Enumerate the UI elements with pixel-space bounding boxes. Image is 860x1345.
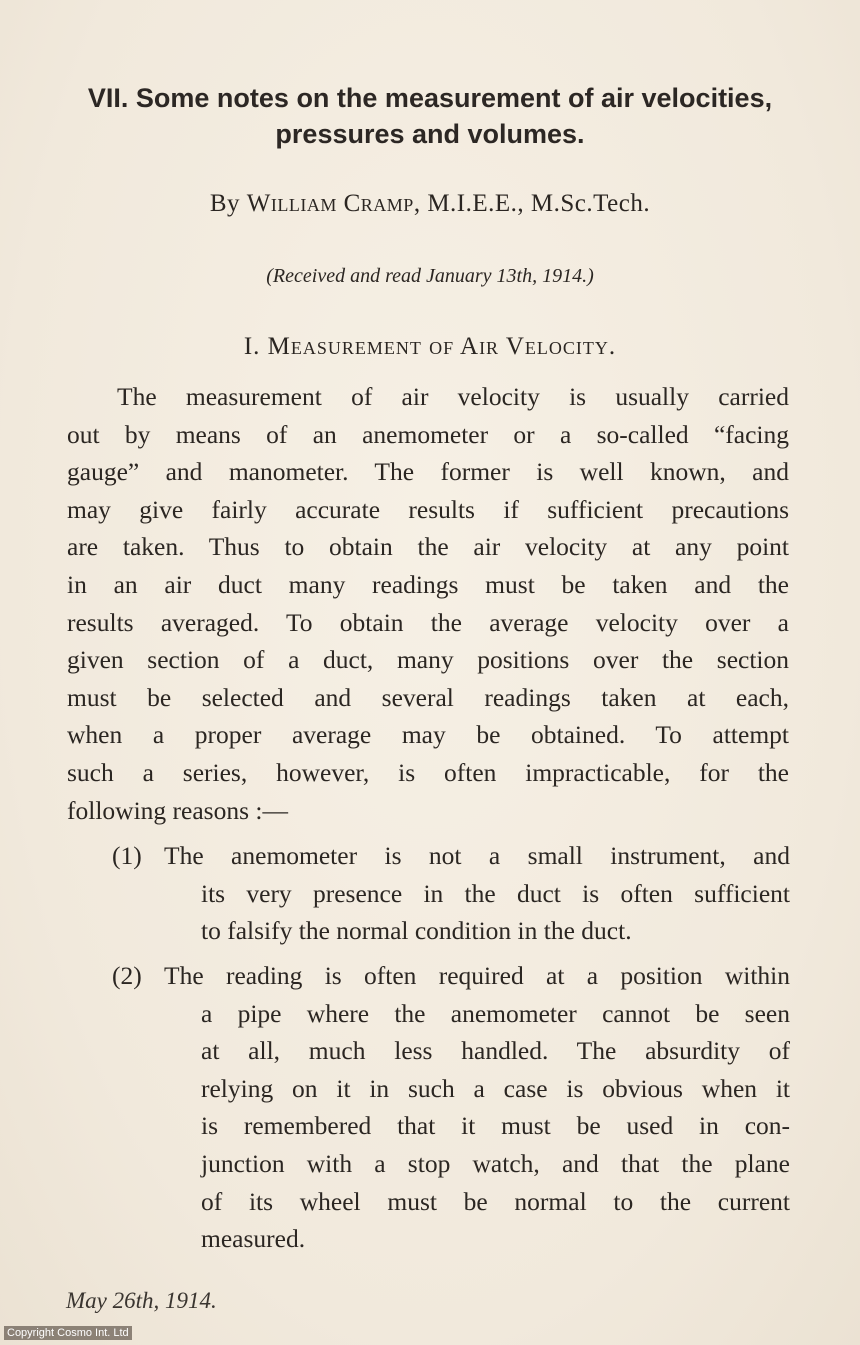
article-title-line-2: pressures and volumes. <box>275 119 585 149</box>
paragraph-line: are taken. Thus to obtain the air velocity at any point <box>67 532 789 562</box>
list-line: is remembered that it must be used in con- <box>201 1111 790 1141</box>
list-line: of its wheel must be normal to the current <box>201 1186 790 1216</box>
paragraph-line: results averaged. To obtain the average velocity over a <box>67 607 789 637</box>
paragraph-line: gauge” and manometer. The former is well known, and <box>67 457 789 487</box>
paragraph-line: following reasons :— <box>67 795 288 825</box>
author-name: William Cramp <box>246 190 414 217</box>
footer-date: May 26th, 1914. <box>66 1288 217 1313</box>
paragraph-line: in an air duct many readings must be taken and the <box>67 569 789 599</box>
list-line: The anemometer is not a small instrument, and <box>164 841 790 870</box>
paragraph-line: given section of a duct, many positions over the section <box>67 645 789 675</box>
list-line: to falsify the normal condition in the duct. <box>201 916 632 946</box>
list-item-body <box>164 957 790 1258</box>
author-credentials: , M.I.E.E., M.Sc.Tech. <box>413 190 651 217</box>
paragraph-line: may give fairly accurate results if sufficient precautions <box>67 494 789 524</box>
byline <box>40 190 820 218</box>
list-number: (1) <box>112 841 142 870</box>
byline-prefix: By <box>209 190 241 217</box>
list-line: The reading is often required at a position within <box>164 961 790 990</box>
list-line: junction with a stop watch, and that the plane <box>201 1148 790 1178</box>
list-line: at all, much less handled. The absurdity of <box>201 1036 790 1066</box>
paragraph-line: when a proper average may be obtained. To attempt <box>67 720 789 750</box>
list-number: (2) <box>112 961 142 990</box>
copyright-watermark: Copyright Cosmo Int. Ltd <box>4 1326 132 1340</box>
list-item-body <box>164 837 790 950</box>
list-line: its very presence in the duct is often sufficient <box>201 878 790 908</box>
received-date: (Received and read January 13th, 1914.) <box>266 265 594 287</box>
paragraph-line: must be selected and several readings taken at each, <box>67 682 789 712</box>
section-heading: I. Measurement of Air Velocity. <box>243 333 617 360</box>
paragraph-line: The measurement of air velocity is usually carried <box>117 382 789 411</box>
list-line: a pipe where the anemometer cannot be seen <box>201 998 790 1028</box>
paragraph-line: out by means of an anemometer or a so-called “facing <box>67 419 789 449</box>
list-line: relying on it in such a case is obvious when it <box>201 1073 790 1103</box>
paragraph-line: such a series, however, is often impracticable, for the <box>67 757 789 787</box>
body-paragraph <box>67 378 789 829</box>
article-title-line-1: VII. Some notes on the measurement of air velocities, <box>87 83 773 113</box>
list-line: measured. <box>201 1224 306 1254</box>
